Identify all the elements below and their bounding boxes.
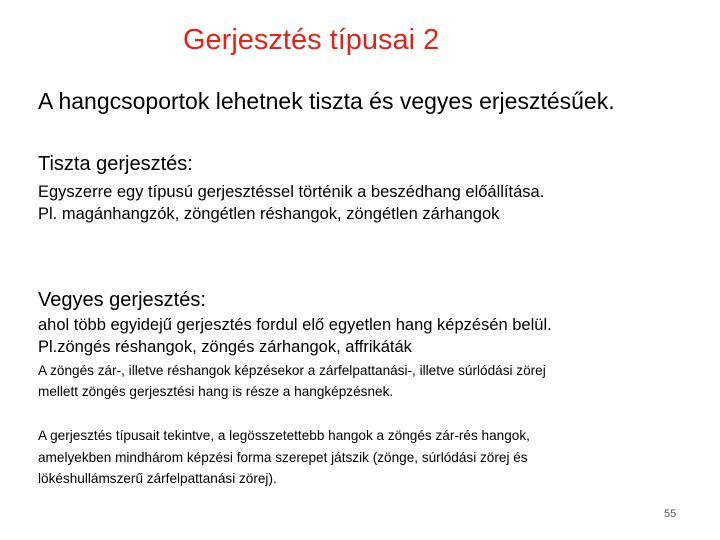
tiszta-line-1: Egyszerre egy típusú gerjesztéssel történik a beszédhang előállítása. [38,183,545,201]
vegyes-heading: Vegyes gerjesztés: [38,289,206,311]
tiszta-heading: Tiszta gerjesztés: [38,153,193,175]
slide-subtitle: A hangcsoportok lehetnek tiszta és vegyes erjesztésűek. [38,88,615,114]
summary-line-3: lökéshullámszerű zárfelpattanási zörej). [38,471,277,486]
vegyes-line-1: ahol több egyidejű gerjesztés fordul elő egyetlen hang képzésén belül. [38,316,552,334]
summary-line-1: A gerjesztés típusait tekintve, a legösszetettebb hangok a zöngés zár-rés hangok, [38,428,530,443]
vegyes-line-2: Pl.zöngés réshangok, zöngés zárhangok, affrikáták [38,338,412,356]
summary-line-2: amelyekben mindhárom képzési forma szerepet játszik (zönge, súrlódási zörej és [38,450,528,465]
tiszta-line-2: Pl. magánhangzók, zöngétlen réshangok, zöngétlen zárhangok [38,205,500,223]
slide-title: Gerjesztés típusai 2 [183,24,440,56]
vegyes-note-line-1: A zöngés zár-, illetve réshangok képzésekor a zárfelpattanási-, illetve súrlódási zörej [38,363,546,378]
page-number: 55 [664,508,677,520]
vegyes-note-line-2: mellett zöngés gerjesztési hang is része a hangképzésnek. [38,384,394,399]
